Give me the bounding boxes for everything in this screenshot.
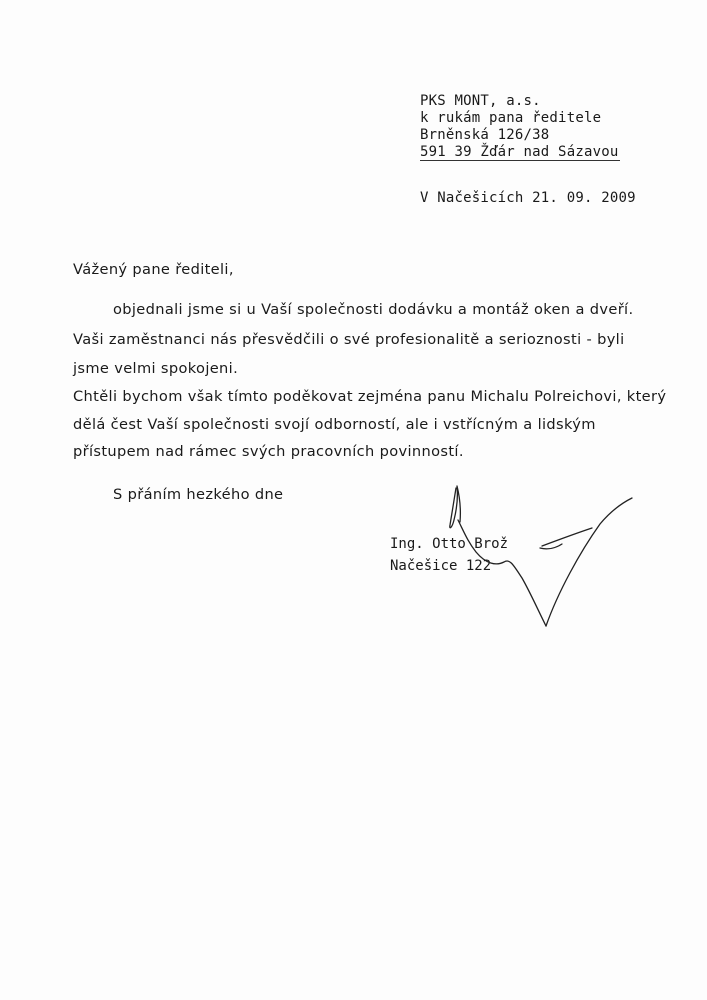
paragraph1-line2: Vaši zaměstnanci nás přesvědčili o své profesionalitě a serioznosti - byli <box>73 331 625 348</box>
paragraph2-line1: Chtěli bychom však tímto poděkovat zejména panu Michalu Polreichovi, který <box>73 388 667 405</box>
recipient-company: PKS MONT, a.s. <box>420 93 541 109</box>
recipient-street: Brněnská 126/38 <box>420 127 550 143</box>
paragraph2-line2: dělá čest Vaší společnosti svojí odborností, ale i vstřícným a lidským <box>73 416 596 433</box>
paragraph2-line3: přístupem nad rámec svých pracovních povinností. <box>73 443 464 460</box>
paragraph1-line3: jsme velmi spokojeni. <box>73 360 239 377</box>
address-underline <box>420 160 620 161</box>
closing: S přáním hezkého dne <box>113 486 284 503</box>
paragraph1-line1: objednali jsme si u Vaší společnosti dodávku a montáž oken a dveří. <box>113 301 634 318</box>
handwritten-signature <box>430 480 650 640</box>
recipient-city: 591 39 Žďár nad Sázavou <box>420 144 619 160</box>
date-line: V Načešicích 21. 09. 2009 <box>420 190 636 206</box>
salutation: Vážený pane řediteli, <box>73 261 234 278</box>
sender-address: Načešice 122 <box>390 558 492 574</box>
recipient-attention: k rukám pana ředitele <box>420 110 602 126</box>
sender-name: Ing. Otto Brož <box>390 536 509 552</box>
